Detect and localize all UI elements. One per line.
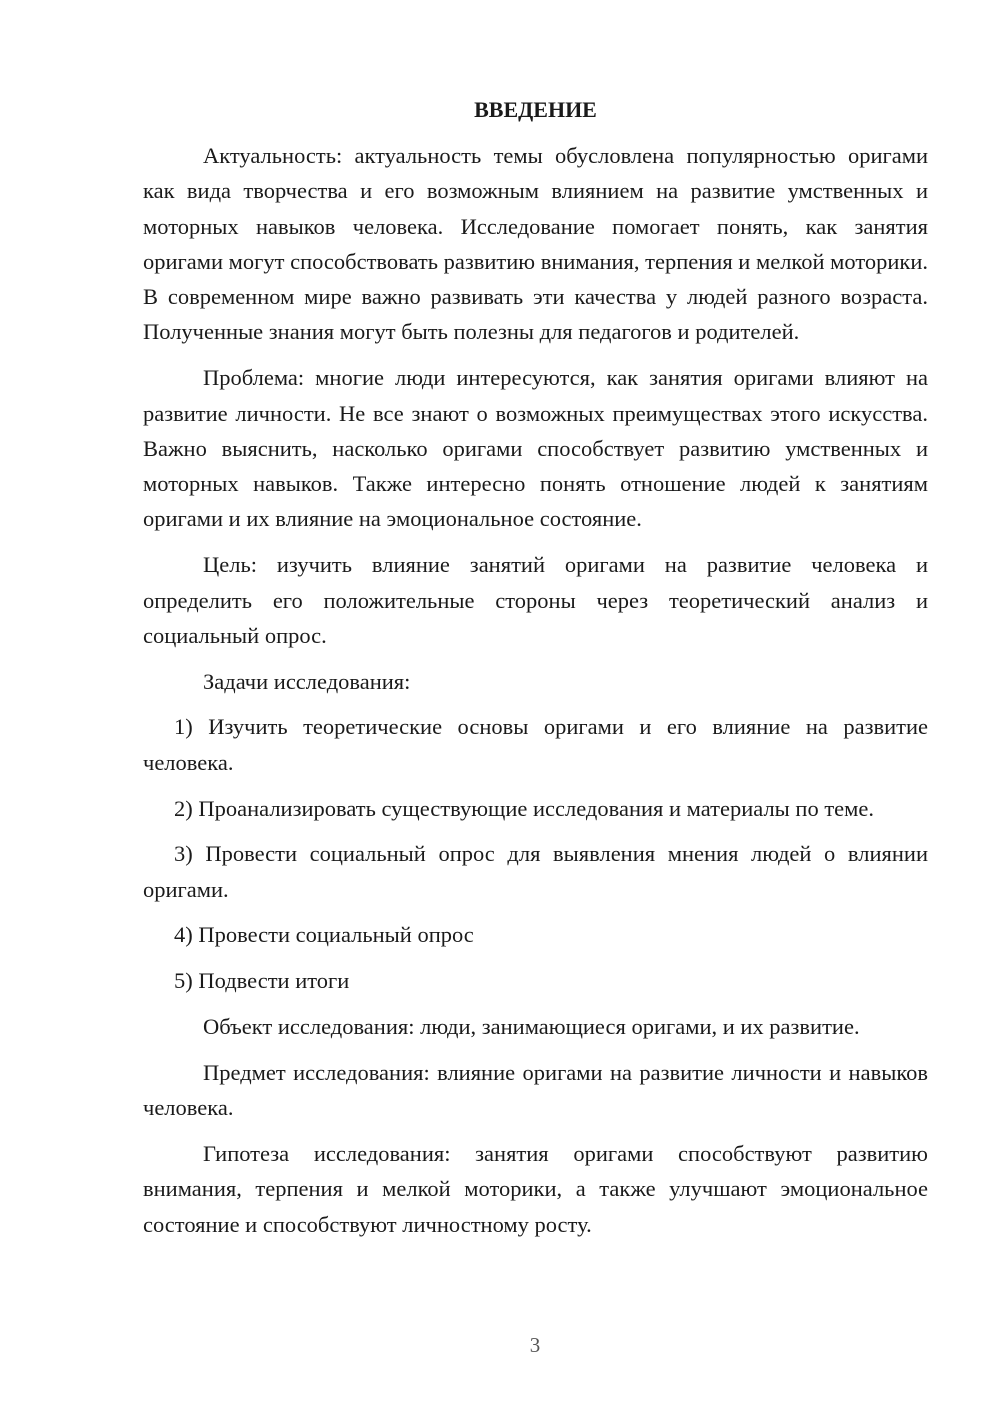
object-paragraph: Объект исследования: люди, занимающиеся оригами, и их развитие. (203, 1014, 860, 1040)
task-item-4: 4) Провести социальный опрос (174, 922, 474, 948)
tasks-heading: Задачи исследования: (203, 668, 411, 694)
subject-paragraph: Предмет исследования: влияние оригами на развитие личности и навыков человека. (143, 1059, 928, 1121)
hypothesis-paragraph: Гипотеза исследования: занятия оригами способствуют развитию внимания, терпения и мелкой моторики, а также улучшают эмоциональное состояние и способствуют личностному росту. (143, 1140, 928, 1237)
task-item-3: 3) Провести социальный опрос для выявления мнения людей о влиянии оригами. (143, 841, 928, 902)
relevance-paragraph: Актуальность: актуальность темы обусловлена популярностью оригами как вида творчества и его возможным влиянием на развитие умственных и моторных навыков человека. Исследование помогает понять, как занятия оригами могут способствовать развитию внимания, терпения и мелкой моторики. В современном мире важно развивать эти качества у людей разного возраста. Полученные знания могут быть полезны для педагогов и родителей. (143, 143, 928, 345)
task-item-2: 2) Проанализировать существующие исследования и материалы по теме. (174, 795, 875, 821)
problem-paragraph: Проблема: многие люди интересуются, как занятия оригами влияют на развитие личности. Не все знают о возможных преимуществах этого искусства. Важно выяснить, насколько оригами способствует развитию умственных и моторных навыков. Также интересно понять отношение людей к занятиям оригами и их влияние на эмоциональное состояние. (143, 365, 928, 532)
goal-paragraph: Цель: изучить влияние занятий оригами на развитие человека и определить его положительные стороны через теоретический анализ и социальный опрос. (143, 552, 928, 648)
page-number: 3 (529, 1333, 541, 1357)
section-title: ВВЕДЕНИЕ (474, 97, 597, 122)
task-item-5: 5) Подвести итоги (174, 968, 350, 994)
document-page (143, 92, 928, 1252)
task-item-1: 1) Изучить теоретические основы оригами и его влияние на развитие человека. (143, 714, 928, 775)
